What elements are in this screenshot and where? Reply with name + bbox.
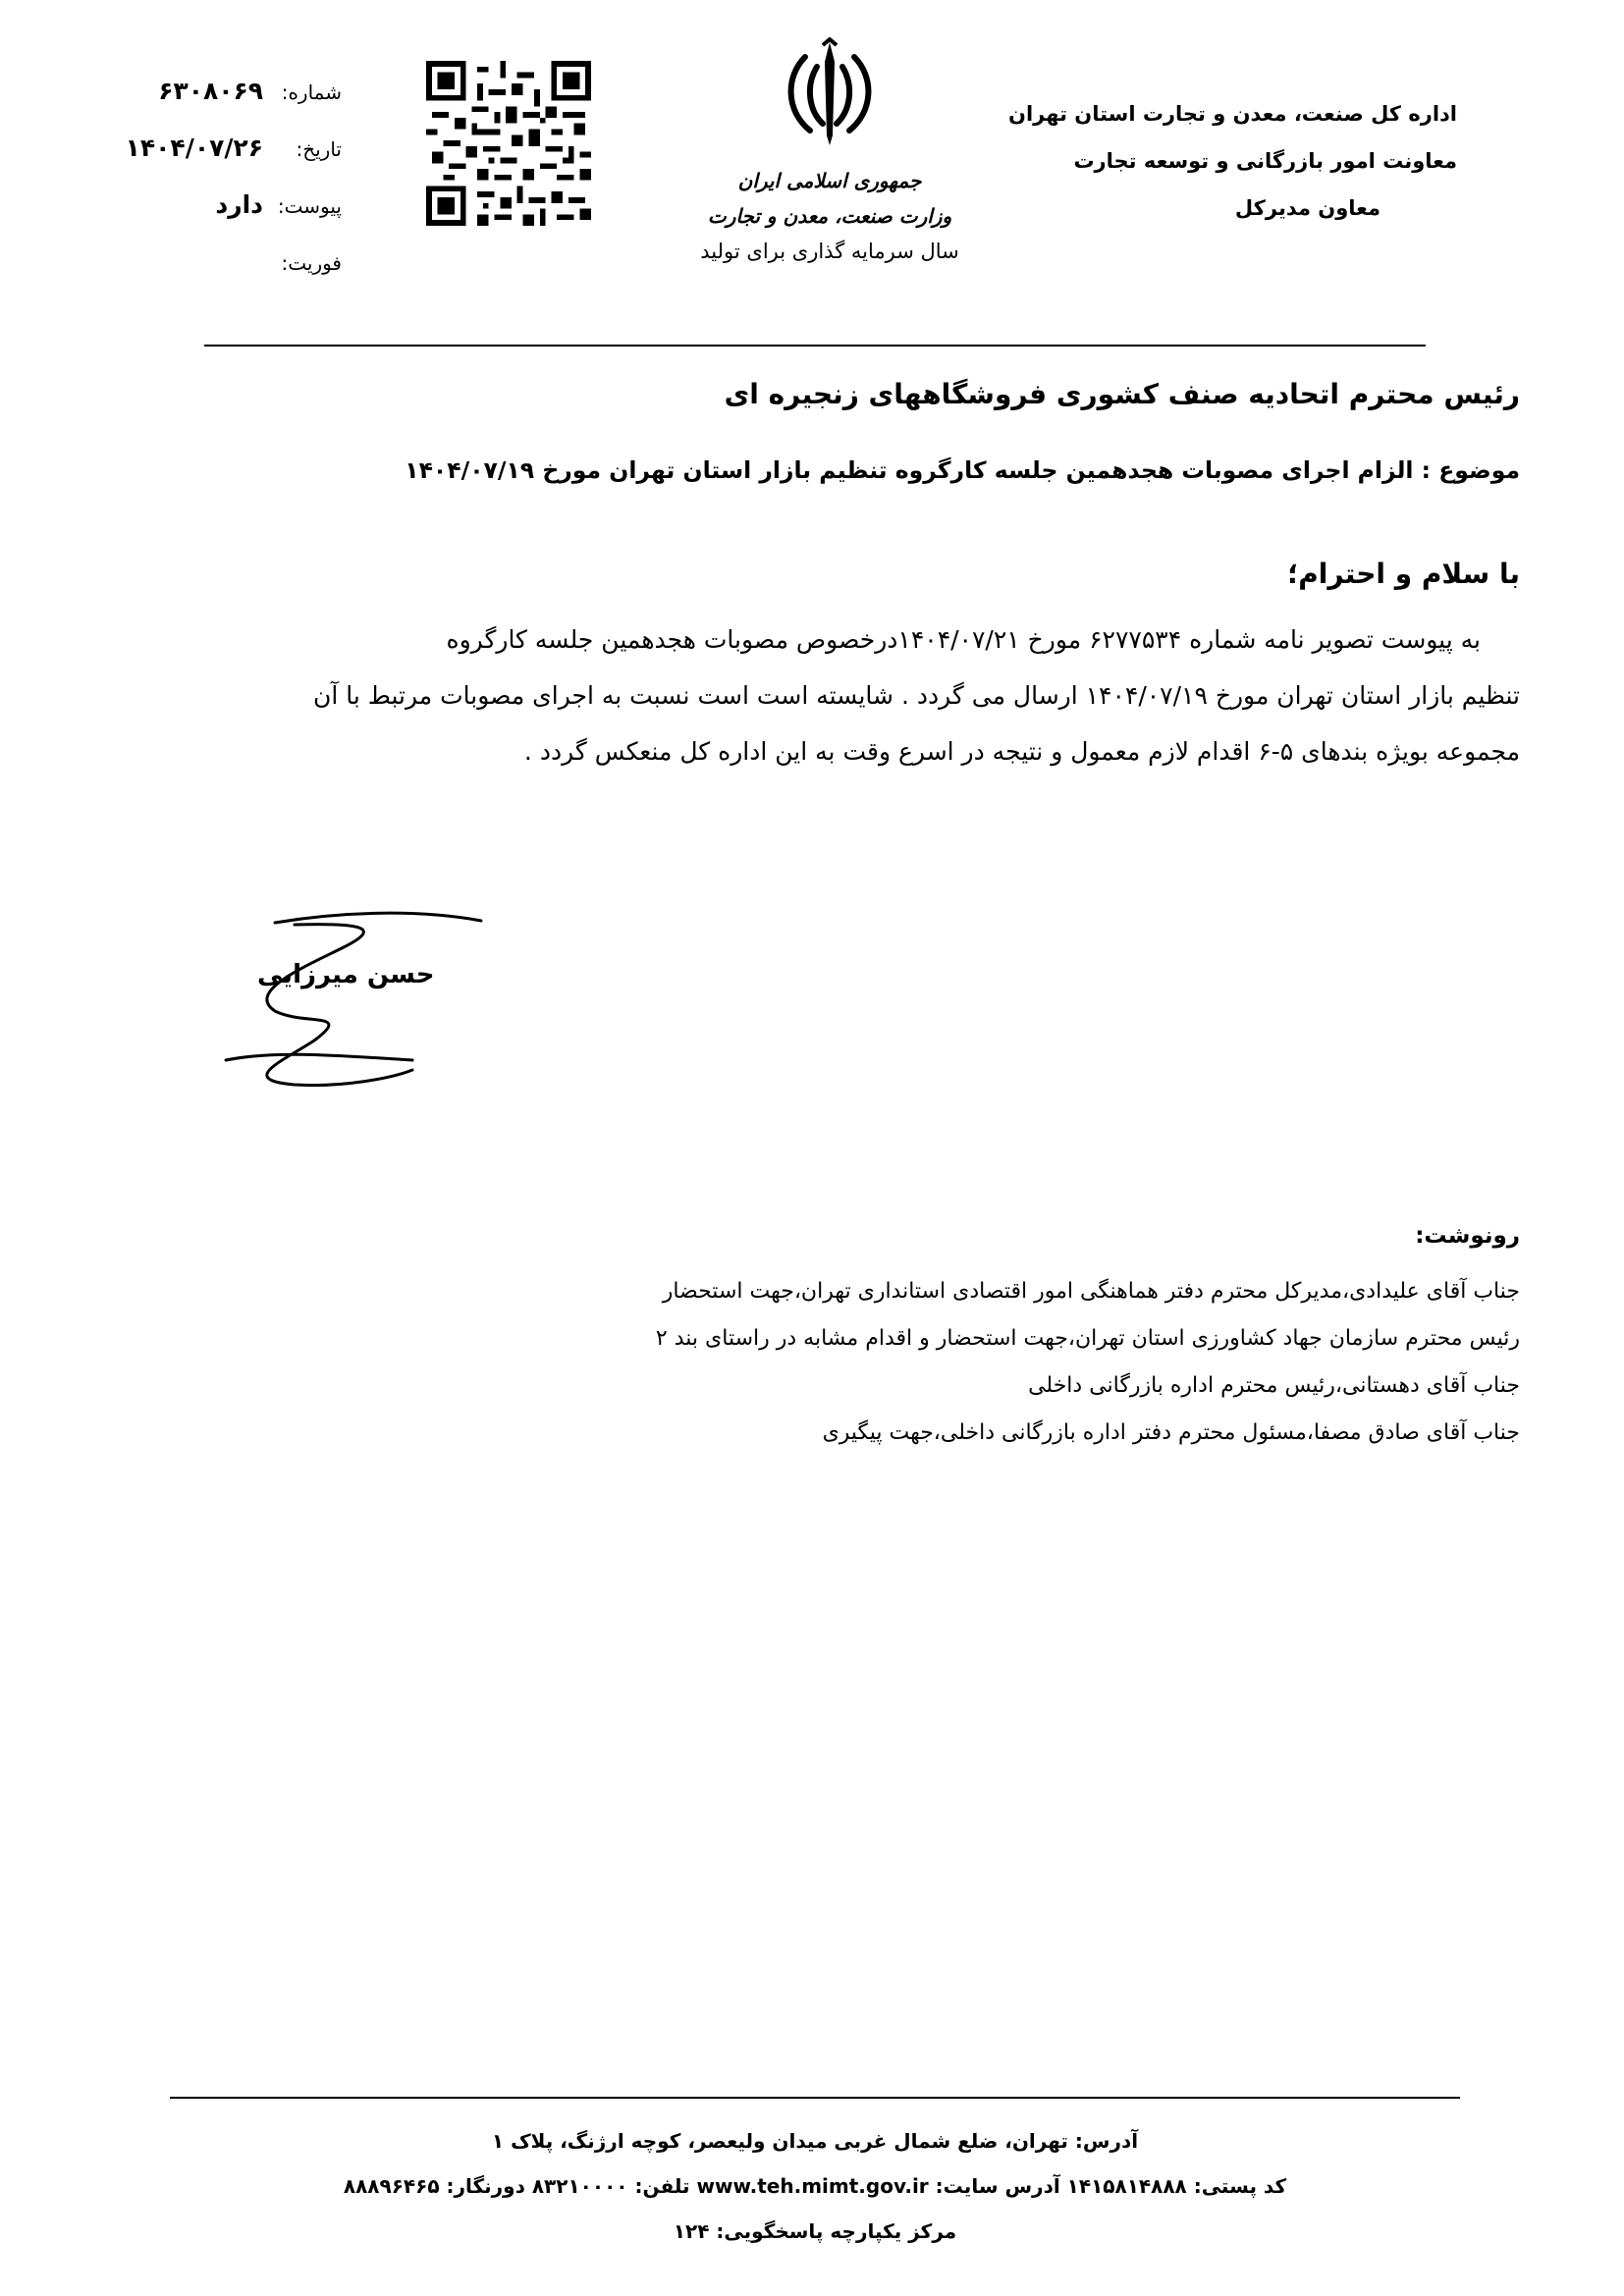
meta-number-row <box>116 77 342 137</box>
year-slogan: سال سرمایه گذاری برای تولید <box>700 240 959 263</box>
attachment-value: دارد <box>215 190 263 219</box>
cc-item: جناب آقای علیدادی،مدیرکل محترم دفتر هماهنگی امور اقتصادی استانداری تهران،جهت استحضار <box>662 1279 1520 1304</box>
number-label: شماره: <box>281 80 342 104</box>
footer-divider <box>170 2097 1460 2099</box>
body-line-3: مجموعه بویژه بندهای ۵-۶ اقدام لازم معمول و نتیجه در اسرع وقت به این اداره کل منعکس گردد . <box>523 737 1520 766</box>
greeting: با سلام و احترام؛ <box>1287 558 1520 590</box>
org-line-3: معاون مدیرکل <box>1234 196 1380 220</box>
date-value: ۱۴۰۴/۰۷/۲۶ <box>125 133 263 162</box>
republic-name: جمهوری اسلامی ایران <box>737 169 922 192</box>
cc-item: رئیس محترم سازمان جهاد کشاورزی استان تهران،جهت استحضار و اقدام مشابه در راستای بند ۲ <box>655 1326 1520 1351</box>
handwritten-signature <box>216 903 491 1099</box>
footer-call-center: مرکز یکپارچه پاسخگویی: ۱۲۴ <box>673 2219 957 2243</box>
cc-list <box>342 1268 1520 1457</box>
organization-header <box>947 90 1457 232</box>
body-line-1: به پیوست تصویر نامه شماره ۶۲۷۷۵۳۴ مورخ ۱۴۰۴/۰۷/۲۱درخصوص مصوبات هجدهمین جلسه کارگروه <box>446 625 1481 654</box>
emblem-block <box>677 37 982 273</box>
letter-body <box>106 612 1520 779</box>
cc-item: جناب آقای دهستانی،رئیس محترم اداره بازرگانی داخلی <box>1028 1373 1520 1398</box>
meta-attachment-row <box>116 190 342 251</box>
org-line-1: اداره کل صنعت، معدن و تجارت استان تهران <box>1008 102 1457 126</box>
republic-ministry-calligraphy <box>677 163 982 234</box>
number-value: ۶۳۰۸۰۶۹ <box>158 77 263 105</box>
qr-code-icon <box>426 61 591 226</box>
subject-line: موضوع : الزام اجرای مصوبات هجدهمین جلسه کارگروه تنظیم بازار استان تهران مورخ ۱۴۰۴/۰۷/۱۹ <box>405 456 1520 484</box>
date-label: تاریخ: <box>296 137 342 161</box>
recipient-line: رئیس محترم اتحادیه صنف کشوری فروشگاههای زنجیره ای <box>724 378 1520 410</box>
body-line-2: تنظیم بازار استان تهران مورخ ۱۴۰۴/۰۷/۱۹ ارسال می گردد . شایسته است است نسبت به اجرای مصوبات مرتبط با آن <box>313 681 1520 710</box>
footer <box>196 2118 1434 2254</box>
footer-contact: کد پستی: ۱۴۱۵۸۱۴۸۸۸ آدرس سایت: www.teh.mimt.gov.ir تلفن: ۸۳۲۱۰۰۰۰ دورنگار: ۸۸۸۹۶۴۶۵ <box>343 2174 1287 2198</box>
meta-urgency-row <box>116 251 342 308</box>
letter-meta <box>116 77 342 308</box>
ministry-name: وزارت صنعت، معدن و تجارت <box>707 204 952 228</box>
attachment-label: پیوست: <box>277 194 342 218</box>
signer-name: حسن میرزایی <box>257 960 435 989</box>
iran-emblem-icon <box>776 37 884 150</box>
header-divider <box>204 345 1426 347</box>
meta-date-row <box>116 133 342 194</box>
footer-address: آدرس: تهران، ضلع شمال غربی میدان ولیعصر، کوچه ارژنگ، پلاک ۱ <box>491 2129 1139 2153</box>
org-line-2: معاونت امور بازرگانی و توسعه تجارت <box>1073 149 1457 173</box>
urgency-label: فوریت: <box>281 251 342 275</box>
cc-title: رونوشت: <box>1415 1223 1520 1249</box>
cc-item: جناب آقای صادق مصفا،مسئول محترم دفتر اداره بازرگانی داخلی،جهت پیگیری <box>822 1420 1520 1445</box>
